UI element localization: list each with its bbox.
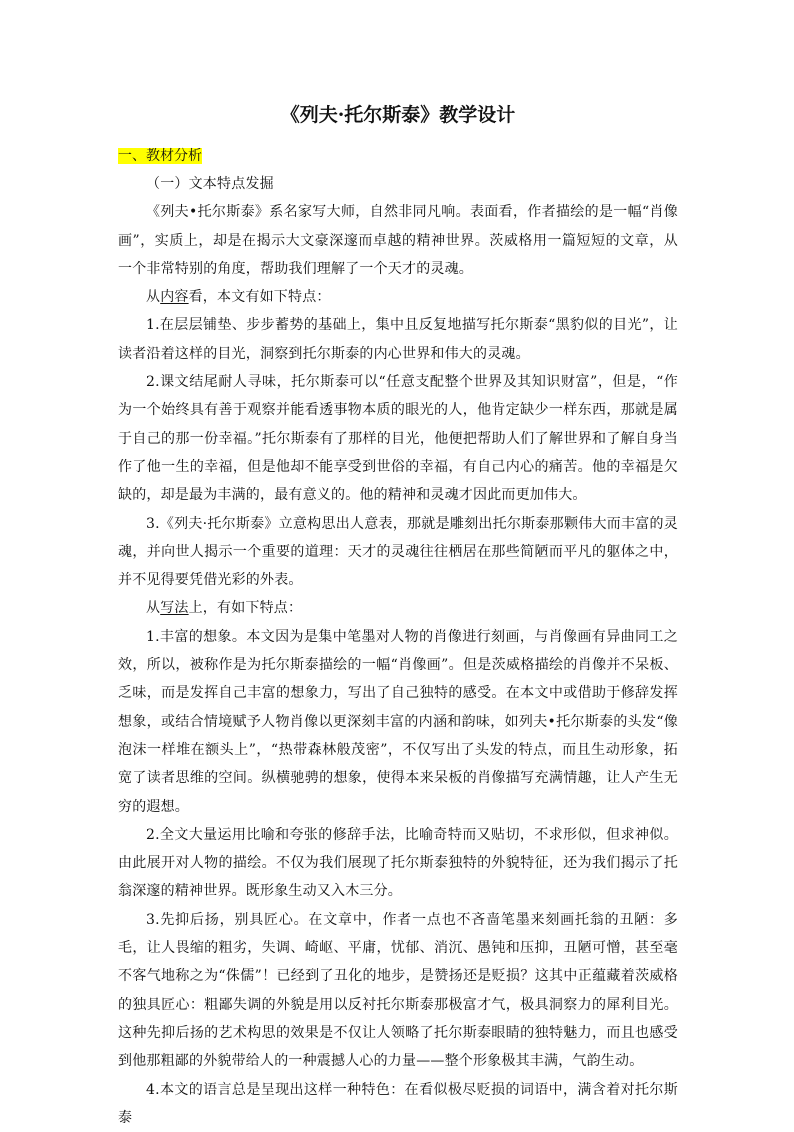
content-point: 1.在层层铺垫、步步蓄势的基础上，集中且反复地描写托尔斯泰“黑豹似的目光”，让读者沿着这样的目光，洞察到托尔斯泰的内心世界和伟大的灵魂。 — [118, 311, 678, 368]
content-lead-prefix: 从 — [146, 289, 160, 305]
content-lead — [118, 283, 678, 311]
method-point: 1.丰富的想象。本文因为是集中笔墨对人物的肖像进行刻画，与肖像画有异曲同工之效，所以，被称作是为托尔斯泰描绘的一幅“肖像画”。但是茨威格描绘的肖像并不呆板、乏味，而是发挥自己丰富的想象力，写出了自己独特的感受。在本文中或借助于修辞发挥想象，或结合情境赋予人物肖像以更深刻丰富的内涵和韵味，如列夫•托尔斯泰的头发“像泡沫一样堆在额头上”，“热带森林般茂密”，不仅写出了头发的特点，而且生动形象，拓宽了读者思维的空间。纵横驰骋的想象，使得本来呆板的肖像描写充满情趣，让人产生无穷的遐想。 — [118, 623, 678, 821]
section-heading — [118, 142, 678, 170]
method-lead-suffix: 上，有如下特点： — [189, 600, 303, 616]
method-point: 2.全文大量运用比喻和夸张的修辞手法，比喻奇特而又贴切，不求形似，但求神似。由此展开对人物的描绘。不仅为我们展现了托尔斯泰独特的外貌特征，还为我们揭示了托翁深邃的精神世界。既形象生动又入木三分。 — [118, 821, 678, 906]
method-lead-prefix: 从 — [146, 600, 160, 616]
content-point: 3.《列夫·托尔斯泰》立意构思出人意表，那就是雕刻出托尔斯泰那颗伟大而丰富的灵魂，并向世人揭示一个重要的道理：天才的灵魂往往栖居在那些简陋而平凡的躯体之中，并不见得要凭借光彩的外表。 — [118, 510, 678, 595]
content-lead-keyword: 内容 — [160, 289, 188, 305]
document-title: 《列夫·托尔斯泰》教学设计 — [118, 100, 678, 130]
document-body — [118, 100, 678, 1132]
subsection-heading: （一）文本特点发掘 — [118, 170, 678, 198]
method-lead — [118, 594, 678, 622]
method-point: 4.本文的语言总是呈现出这样一种特色：在看似极尽贬损的词语中，满含着对托尔斯泰 — [118, 1076, 678, 1132]
content-lead-suffix: 看，本文有如下特点： — [189, 289, 331, 305]
method-lead-keyword: 写法 — [160, 600, 188, 616]
section-heading-highlight: 一、教材分析 — [118, 148, 202, 164]
method-point: 3.先抑后扬，别具匠心。在文章中，作者一点也不吝啬笔墨来刻画托翁的丑陋：多毛，让人畏缩的粗劣，失调、崎岖、平庸，忧郁、消沉、愚钝和压抑，丑陋可憎，甚至毫不客气地称之为“侏儒”！已经到了丑化的地步，是赞扬还是贬损？这其中正蕴藏着茨威格的独具匠心：粗鄙失调的外貌是用以反衬托尔斯泰那极富才气，极具洞察力的犀利目光。这种先抑后扬的艺术构思的效果是不仅让人领略了托尔斯泰眼睛的独特魅力，而且也感受到他那粗鄙的外貌带给人的一种震撼人心的力量——整个形象极其丰满，气韵生动。 — [118, 906, 678, 1076]
content-point: 2.课文结尾耐人寻味，托尔斯泰可以“任意支配整个世界及其知识财富”，但是，“作为一个始终具有善于观察并能看透事物本质的眼光的人，他肯定缺少一样东西，那就是属于自己的那一份幸福。”托尔斯泰有了那样的目光，他便把帮助人们了解世界和了解自身当作了他一生的幸福，但是他却不能享受到世俗的幸福，有自己内心的痛苦。他的幸福是欠缺的，却是最为丰满的，最有意义的。他的精神和灵魂才因此而更加伟大。 — [118, 368, 678, 509]
intro-paragraph: 《列夫•托尔斯泰》系名家写大师，自然非同凡响。表面看，作者描绘的是一幅“肖像画”，实质上，却是在揭示大文豪深邃而卓越的精神世界。茨威格用一篇短短的文章，从一个非常特别的角度，帮助我们理解了一个天才的灵魂。 — [118, 198, 678, 283]
